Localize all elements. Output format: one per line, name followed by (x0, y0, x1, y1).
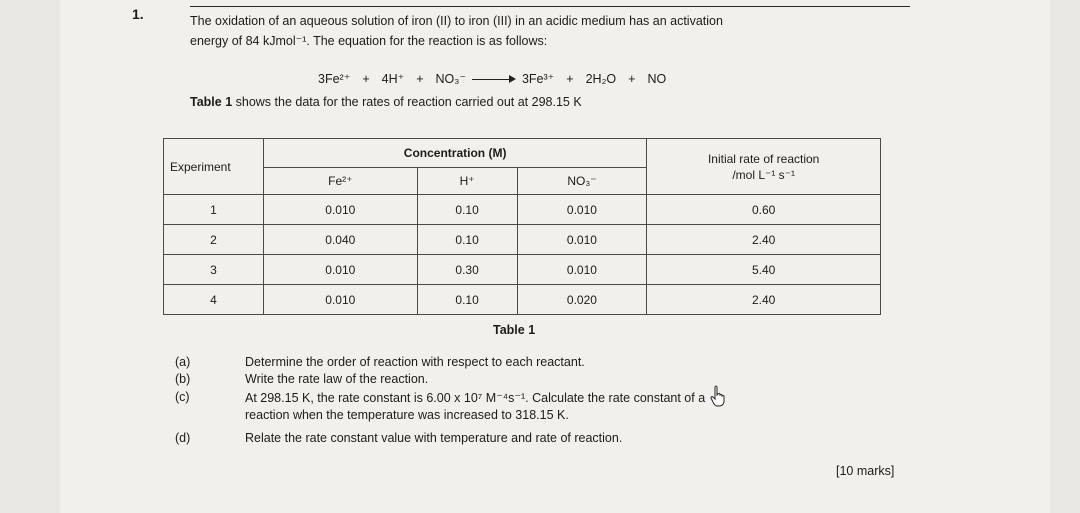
part-text: Determine the order of reaction with respect to each reactant. (245, 355, 585, 369)
no3-cell: 0.010 (517, 255, 647, 285)
rate-cell: 5.40 (647, 255, 881, 285)
table-row (164, 255, 881, 285)
plus-sign: + (416, 71, 424, 86)
rate-header (647, 139, 881, 195)
product-h2o: 2H₂O (585, 71, 617, 86)
product-no: NO (647, 71, 667, 86)
part-label: (d) (175, 431, 191, 445)
h-cell: 0.30 (417, 255, 517, 285)
column-header-h: H⁺ (417, 168, 517, 195)
experiment-cell: 1 (164, 195, 264, 225)
part-text: Relate the rate constant value with temperature and rate of reaction. (245, 431, 623, 445)
experiment-cell: 2 (164, 225, 264, 255)
table-reference (190, 95, 582, 109)
reactant-fe2: 3Fe²⁺ (318, 72, 351, 86)
rate-cell: 2.40 (647, 225, 881, 255)
part-label: (c) (175, 390, 190, 404)
no3-cell: 0.010 (517, 225, 647, 255)
no3-cell: 0.010 (517, 195, 647, 225)
fe-cell: 0.010 (263, 195, 417, 225)
no3-cell: 0.020 (517, 285, 647, 315)
rate-cell: 2.40 (647, 285, 881, 315)
marks-label: [10 marks] (836, 464, 895, 478)
rate-header-title: Initial rate of reaction (707, 151, 820, 166)
reaction-equation (318, 71, 666, 86)
plus-sign: + (628, 71, 636, 86)
table-row (164, 285, 881, 315)
experiment-cell: 4 (164, 285, 264, 315)
column-header-fe: Fe²⁺ (263, 168, 417, 195)
product-fe3: 3Fe³⁺ (521, 72, 555, 86)
question-intro (190, 11, 910, 51)
question-number: 1. (132, 6, 144, 22)
top-rule (190, 6, 910, 7)
column-header-no3: NO₃⁻ (517, 168, 647, 195)
h-cell: 0.10 (417, 195, 517, 225)
concentration-header: Concentration (M) (263, 139, 646, 168)
h-cell: 0.10 (417, 285, 517, 315)
fe-cell: 0.040 (263, 225, 417, 255)
rate-header-unit: /mol L⁻¹ s⁻¹ (732, 167, 795, 182)
plus-sign: + (362, 71, 370, 86)
table-caption: Table 1 (493, 323, 536, 337)
intro-line-1: The oxidation of an aqueous solution of iron (II) to iron (III) in an acidic medium has an activation (190, 14, 723, 28)
h-cell: 0.10 (417, 225, 517, 255)
part-text: reaction when the temperature was increased to 318.15 K. (245, 408, 569, 422)
table-row (164, 195, 881, 225)
part-label: (b) (175, 372, 191, 386)
reactant-no3: NO₃⁻ (435, 72, 466, 86)
experiment-header: Experiment (164, 139, 264, 195)
table-reference-text: shows the data for the rates of reaction carried out at 298.15 K (232, 95, 582, 109)
table-reference-bold: Table 1 (190, 95, 233, 109)
experiment-cell: 3 (164, 255, 264, 285)
hand-cursor-icon (710, 385, 726, 407)
part-text: Write the rate law of the reaction. (245, 372, 429, 386)
table-row (164, 225, 881, 255)
fe-cell: 0.010 (263, 255, 417, 285)
rates-table (163, 138, 881, 315)
rate-cell: 0.60 (647, 195, 881, 225)
reaction-arrow-icon (472, 74, 516, 84)
reactant-h: 4H⁺ (381, 72, 405, 86)
fe-cell: 0.010 (263, 285, 417, 315)
intro-line-2: energy of 84 kJmol⁻¹. The equation for the reaction is as follows: (190, 34, 548, 48)
part-text: At 298.15 K, the rate constant is 6.00 x 10⁷ M⁻⁴s⁻¹. Calculate the rate constant of a (245, 391, 706, 405)
plus-sign: + (566, 71, 574, 86)
part-label: (a) (175, 355, 191, 369)
